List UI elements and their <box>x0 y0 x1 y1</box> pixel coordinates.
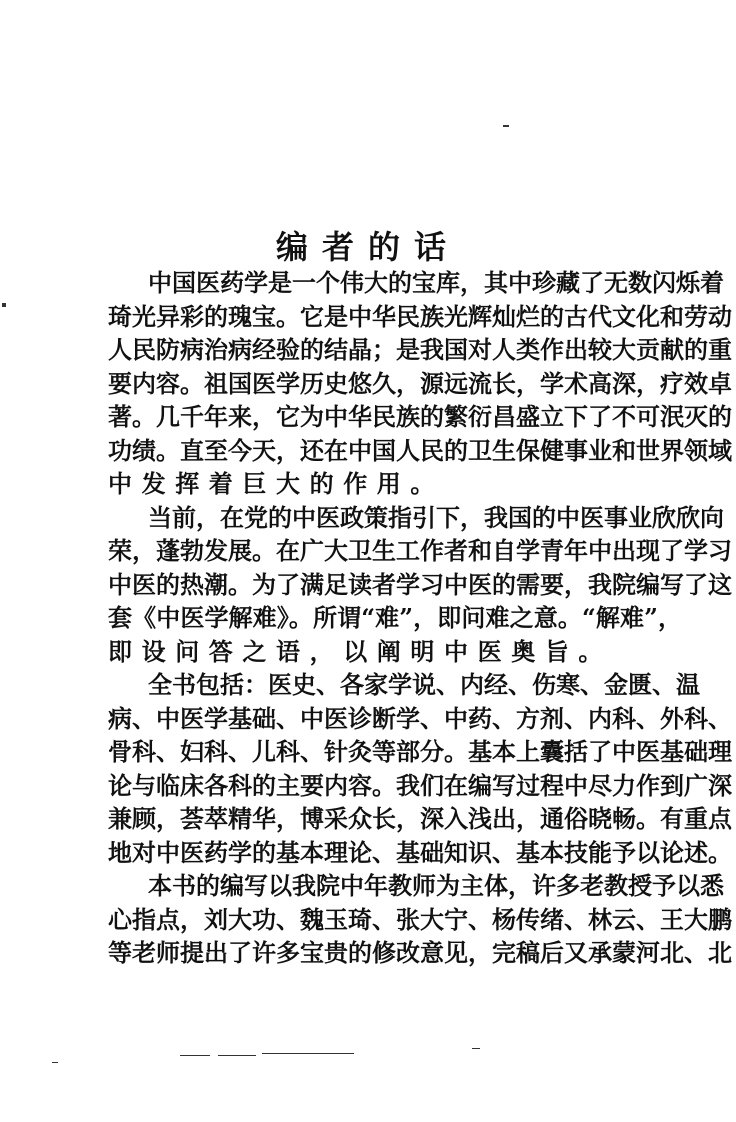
text-line: 中医的热潮。为了满足读者学习中医的需要，我院编写了这 <box>108 569 732 599</box>
text-line: 等老师提出了许多宝贵的修改意见，完稿后又承蒙河北、北 <box>108 938 732 967</box>
text-line: 地对中医药学的基本理论、基础知识、基本技能予以论述。 <box>108 837 732 867</box>
scan-rule <box>262 1053 354 1054</box>
scan-mark <box>52 1062 58 1063</box>
text-line: 中发挥着巨大的作用。 <box>108 469 444 498</box>
page-title: 编者的话 <box>275 228 460 266</box>
scan-rule <box>180 1055 210 1056</box>
text-line: 要内容。祖国医学历史悠久，源远流长，学术高深，疗效卓 <box>108 368 732 398</box>
text-line: 当前，在党的中医政策指引下，我国的中医事业欣欣向 <box>148 502 724 532</box>
text-line: 琦光异彩的瑰宝。它是中华民族光辉灿烂的古代文化和劳动 <box>108 301 732 331</box>
text-line: 心指点，刘大功、魏玉琦、张大宁、杨传绪、林云、王大鹏 <box>108 904 732 934</box>
document-body <box>108 266 732 970</box>
scan-rule <box>218 1055 256 1056</box>
text-line: 人民防病治病经验的结晶；是我国对人类作出较大贡献的重 <box>108 335 732 364</box>
text-line: 兼顾，荟萃精华，博采众长，深入浅出，通俗晓畅。有重点 <box>108 804 732 833</box>
scan-mark <box>2 303 6 307</box>
text-line: 本书的编写以我院中年教师为主体，许多老教授予以悉 <box>148 871 724 900</box>
text-line: 著。几千年来，它为中华民族的繁衍昌盛立下了不可泯灭的 <box>108 402 732 431</box>
text-line: 全书包括：医史、各家学说、内经、伤寒、金匮、温 <box>148 670 700 699</box>
text-line: 骨科、妇科、儿科、针灸等部分。基本上囊括了中医基础理 <box>108 737 732 766</box>
text-line: 即设问答之语，以阐明中医奥旨。 <box>108 636 612 666</box>
text-line: 套《中医学解难》。所谓“难”，即问难之意。“解难”， <box>108 603 682 632</box>
scan-mark <box>503 125 509 127</box>
text-line: 病、中医学基础、中医诊断学、中药、方剂、内科、外科、 <box>108 703 732 733</box>
text-line: 功绩。直至今天，还在中国人民的卫生保健事业和世界领域 <box>108 435 732 465</box>
text-line: 中国医药学是一个伟大的宝库，其中珍藏了无数闪烁着 <box>148 268 724 297</box>
text-line: 论与临床各科的主要内容。我们在编写过程中尽力作到广深 <box>108 770 732 800</box>
scan-mark <box>472 1048 480 1049</box>
text-line: 荣，蓬勃发展。在广大卫生工作者和自学青年中出现了学习 <box>108 536 732 565</box>
